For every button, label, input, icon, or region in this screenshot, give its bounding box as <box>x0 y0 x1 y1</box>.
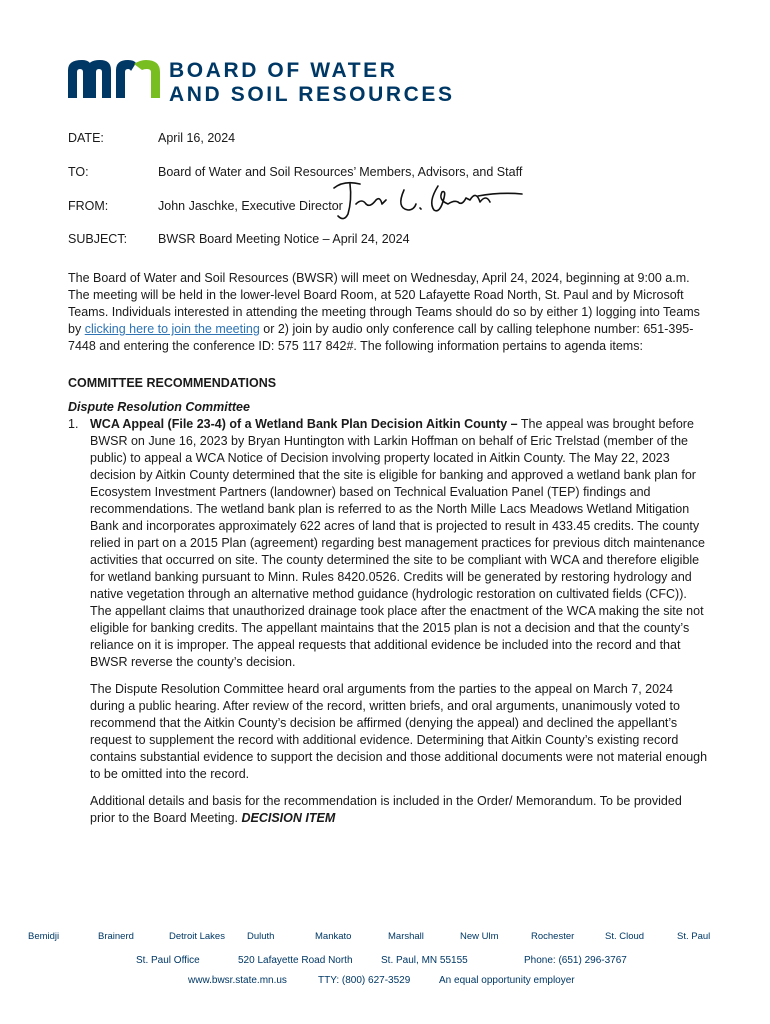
to-label: TO: <box>68 165 89 179</box>
org-name <box>169 59 455 107</box>
details-text: Additional details and basis for the recommendation is included in the Order/ Memorandum. To be provided prior to the Board Meeting. <box>90 794 682 825</box>
intro-paragraph <box>68 270 708 355</box>
from-value: John Jaschke, Executive Director <box>158 199 343 213</box>
footer-eoe: An equal opportunity employer <box>439 975 575 986</box>
details-paragraph <box>90 793 708 827</box>
item-number: 1. <box>68 417 79 431</box>
footer-city: Duluth <box>247 931 275 942</box>
footer-city: New Ulm <box>460 931 499 942</box>
footer-office: St. Paul Office <box>136 955 200 966</box>
intro-text-2: or 2) join by audio only conference call by calling telephone number: 651-395-7448 and entering the conference ID: 575 117 842#. The following information pertains to agenda items: <box>68 322 694 353</box>
intro-text-1: The Board of Water and Soil Resources (BWSR) will meet on Wednesday, April 24, 2024, beginning at 9:00 a.m. The meeting will be held in the lower-level Board Room, at 520 Lafayette Road North, St. Paul and by Microsoft Teams. Individuals interested in attending the meeting through Teams should do so by either 1) logging into Teams by <box>68 271 700 336</box>
committee-heading: Dispute Resolution Committee <box>68 400 250 414</box>
footer-city: Mankato <box>315 931 352 942</box>
footer-city: Brainerd <box>98 931 134 942</box>
footer-city: Detroit Lakes <box>169 931 225 942</box>
footer-address: 520 Lafayette Road North <box>238 955 353 966</box>
agenda-item <box>68 416 708 671</box>
subject-label: SUBJECT: <box>68 232 128 246</box>
join-meeting-link[interactable]: clicking here to join the meeting <box>84 322 260 336</box>
item-text: The appeal was brought before BWSR on June 16, 2023 by Bryan Huntington with Larkin Hoffman on behalf of Eric Trelstad (member of the public) to appeal a WCA Notice of Decision involving property located in Aitkin County. The May 22, 2023 decision by Aitkin County determined that the site is eligible for banking and approved a wetland bank plan for Ecosystem Investment Partners (landowner) based on Technical Evaluation Panel (TEP) findings and recommendations. The wetland bank plan is referred to as the North Mille Lacs Meadows Wetland Mitigation Bank and incorporates approximately 622 acres of land that is projected to result in 433.45 credits. The county relied in part on a 2015 Plan (agreement) regarding best management practices for previous ditch maintenance activities that occurred on site. The county determined the site to be compliant with WCA and therefore eligible for wetland banking pursuant to Minn. Rules 8420.0526. Credits will be generated by restoring hydrology and native vegetation through an alternative method guidance (hydrologic restoration on cultivated fields (CFC)). The appellant claims that unauthorized drainage took place after the enactment of the WCA making the site not eligible for banking credits. The appellant maintains that the 2015 plan is not a decision and that the county’s reliance on it is improper. The appeal requests that additional evidence be included into the record and that BWSR reverse the county’s decision. <box>90 417 705 669</box>
mn-logo-icon <box>68 58 163 98</box>
signature-image <box>330 180 525 222</box>
date-value: April 16, 2024 <box>158 131 236 145</box>
footer-tty: TTY: (800) 627-3529 <box>318 975 411 986</box>
org-name-line2: AND SOIL RESOURCES <box>169 83 455 106</box>
date-label: DATE: <box>68 131 104 145</box>
item-body <box>90 416 708 671</box>
footer-website[interactable]: www.bwsr.state.mn.us <box>188 975 287 986</box>
hearing-paragraph: The Dispute Resolution Committee heard oral arguments from the parties to the appeal on March 7, 2024 during a public hearing. After review of the record, written briefs, and oral arguments, unanimously voted to recommend that the Aitkin County’s decision be affirmed (denying the appeal) and declined the appellant’s request to supplement the record with additional evidence. Determining that Aitkin County’s existing record contains substantial evidence to support the decision and those additional documents were not material enough to be omitted into the record. <box>90 682 708 781</box>
footer-city: St. Paul <box>677 931 711 942</box>
footer-city: Bemidji <box>28 931 60 942</box>
footer-city-state: St. Paul, MN 55155 <box>381 955 468 966</box>
footer-phone: Phone: (651) 296-3767 <box>524 955 627 966</box>
footer-city: Rochester <box>531 931 575 942</box>
section-heading: COMMITTEE RECOMMENDATIONS <box>68 376 277 390</box>
org-name-line1: BOARD OF WATER <box>169 59 398 82</box>
item-title: WCA Appeal (File 23-4) of a Wetland Bank Plan Decision Aitkin County – <box>90 417 518 431</box>
memo-body <box>68 270 708 827</box>
to-value: Board of Water and Soil Resources’ Members, Advisors, and Staff <box>158 165 523 179</box>
subject-value: BWSR Board Meeting Notice – April 24, 2024 <box>158 232 410 246</box>
bwsr-logo <box>68 58 455 107</box>
footer-city: St. Cloud <box>605 931 645 942</box>
from-label: FROM: <box>68 199 109 213</box>
footer-city: Marshall <box>388 931 424 942</box>
decision-item-label: DECISION ITEM <box>241 811 336 825</box>
